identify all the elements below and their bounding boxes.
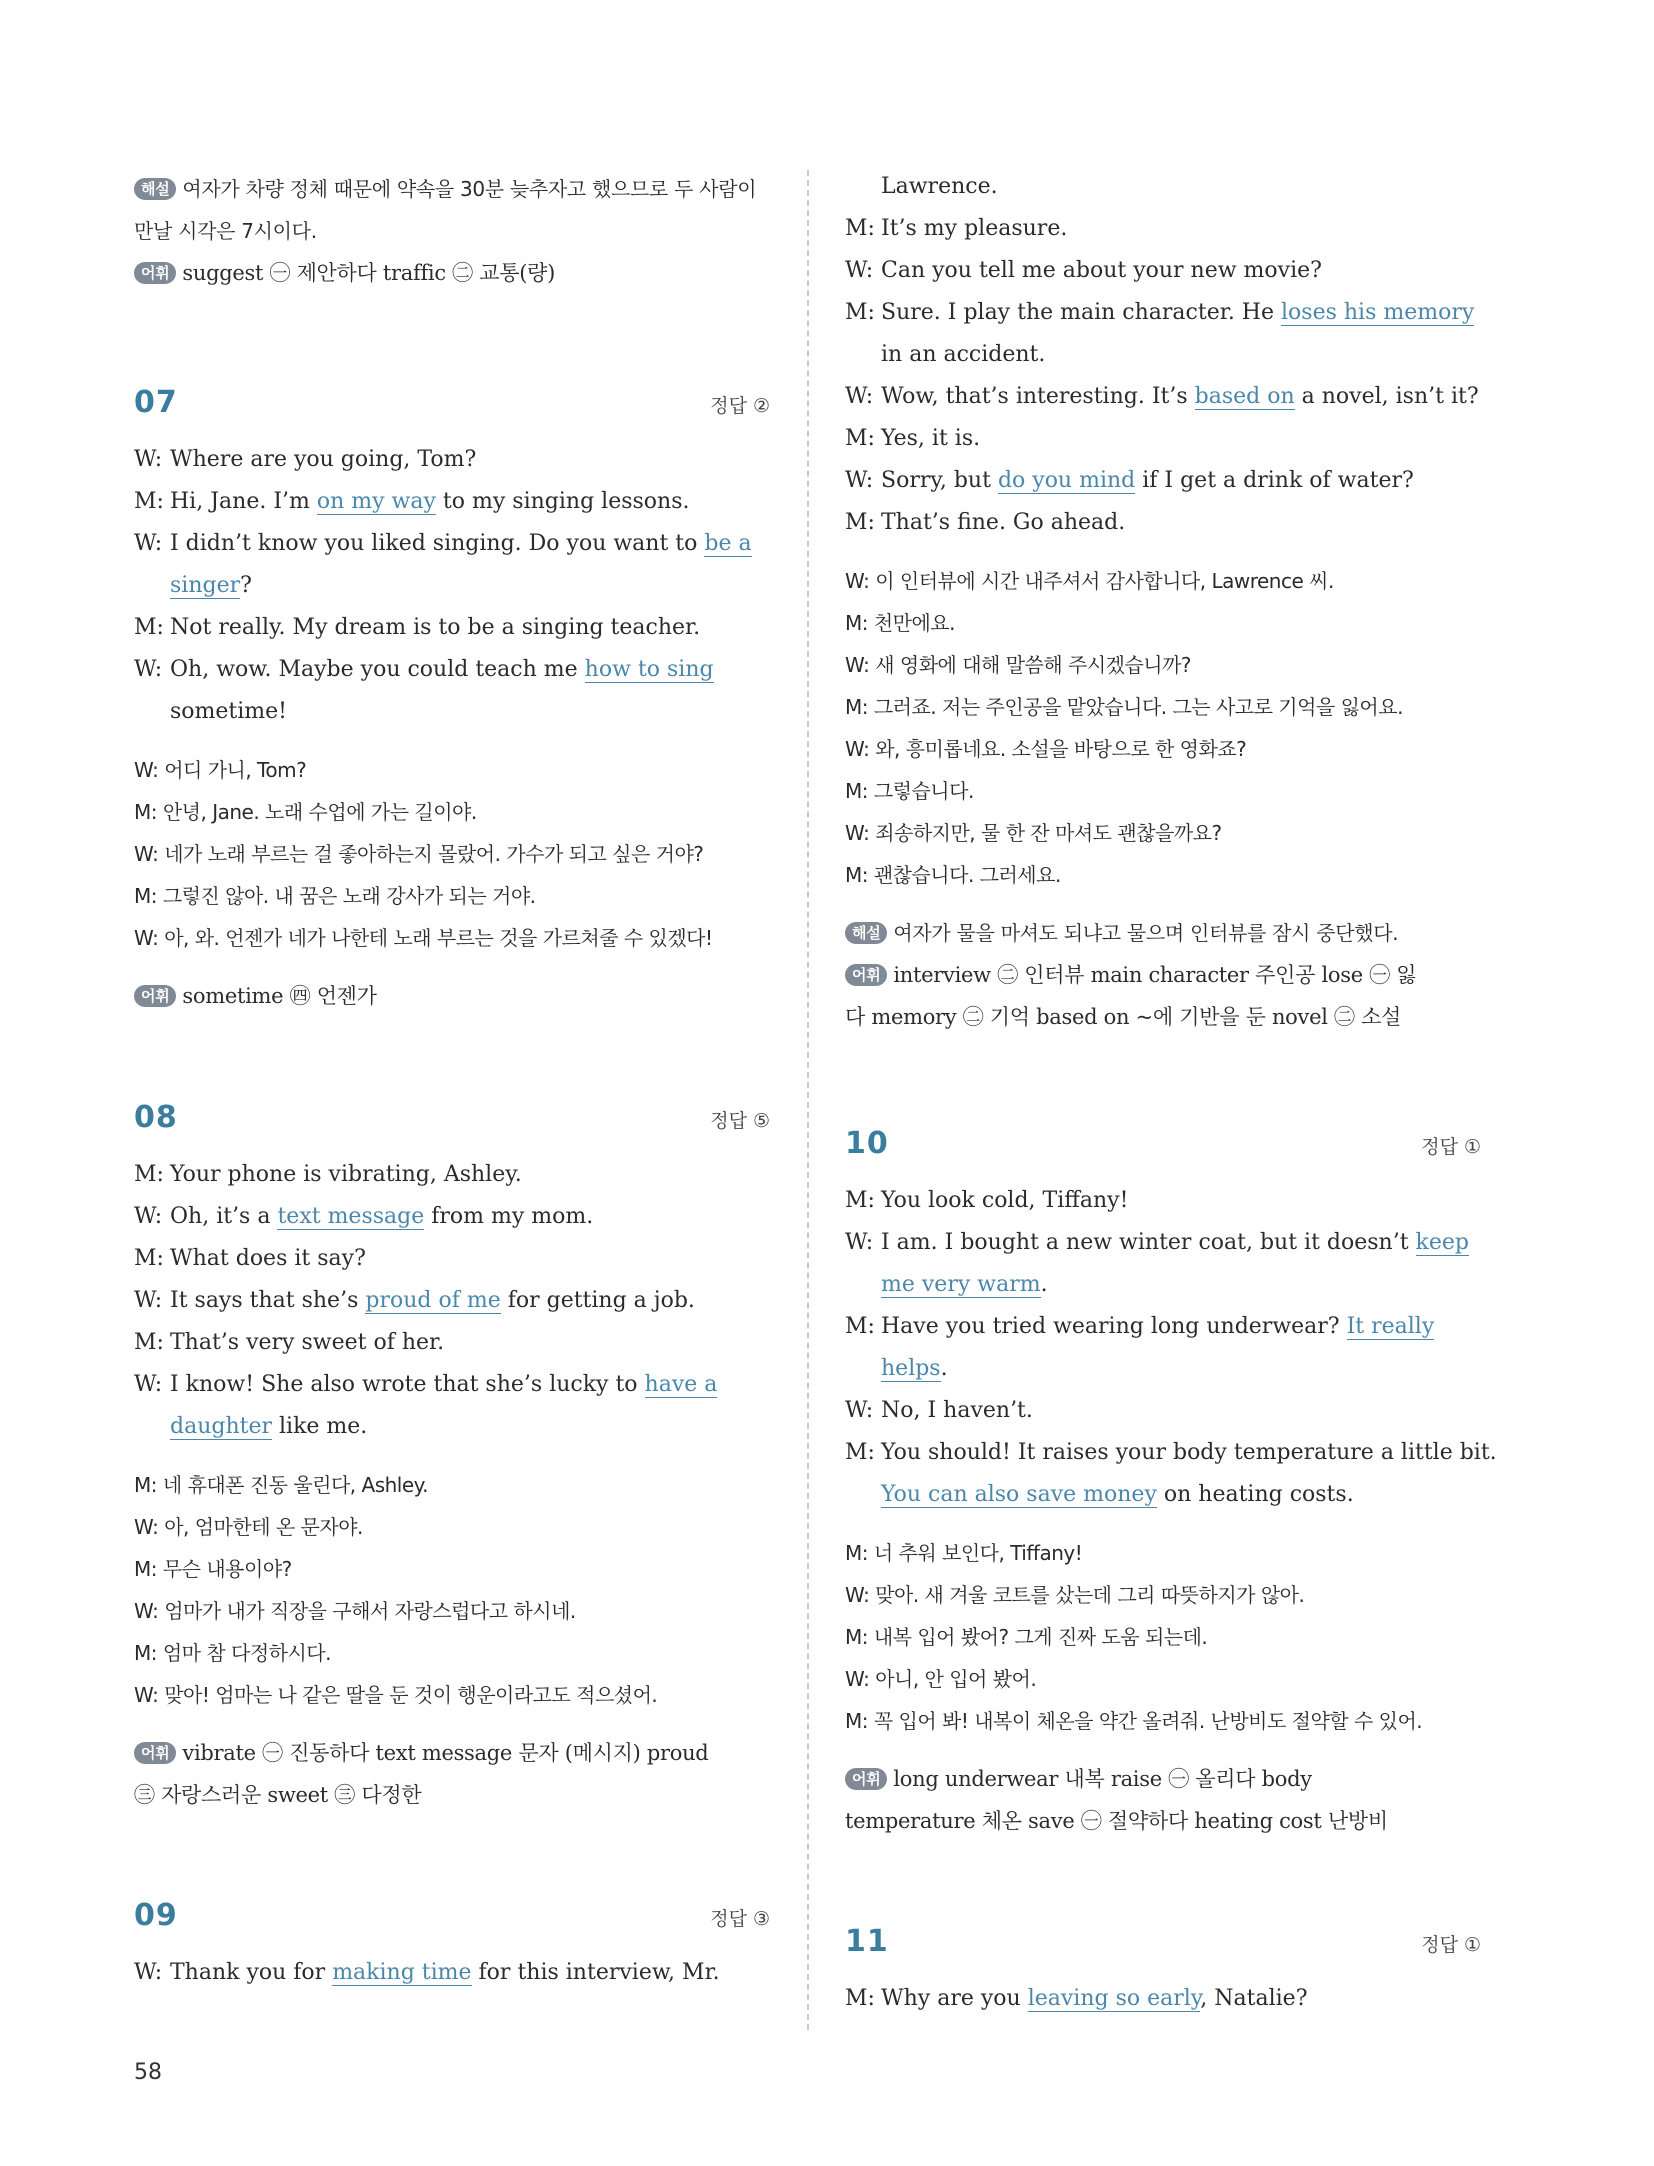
dialogue-line: [845, 1222, 1481, 1264]
question-number: 07: [134, 385, 178, 420]
answer-blank: making time: [332, 1960, 472, 1985]
answer-blank: text message: [277, 1204, 425, 1229]
dialogue-text: from my mom.: [424, 1204, 594, 1229]
dialogue-text: if I get a drink of water?: [1135, 468, 1414, 493]
translation-line: W: 아, 와. 언젠가 네가 나한테 노래 부르는 것을 가르쳐줄 수 있겠다!: [134, 926, 713, 950]
dialogue-line: [134, 1952, 770, 1994]
translation-line: W: 아, 엄마한테 온 문자야.: [134, 1515, 363, 1539]
dialogue-line: [845, 1978, 1481, 2020]
dialogue-line: [845, 460, 1481, 502]
dialogue-line: [134, 1364, 770, 1406]
dialogue-line: [134, 607, 770, 649]
question-header: [845, 1126, 1481, 1180]
speaker: M:: [845, 1440, 875, 1465]
dialogue-line-cont: [134, 565, 770, 607]
answer-blank: do you mind: [997, 468, 1136, 493]
speaker: M:: [845, 1314, 875, 1339]
speaker: M:: [134, 1246, 164, 1271]
dialogue-text: ?: [240, 573, 252, 598]
vocab-badge: 어휘: [845, 1768, 887, 1790]
vocab-line: [845, 1758, 1481, 1800]
vocab-line-2: [845, 1800, 1481, 1842]
answer-blank: proud of me: [365, 1288, 501, 1313]
explanation-line: [845, 912, 1481, 954]
dialogue-text: Not really. My dream is to be a singing teacher.: [170, 615, 701, 640]
dialogue-text: Your phone is vibrating, Ashley.: [170, 1162, 522, 1187]
dialogue-text: What does it say?: [170, 1246, 366, 1271]
vocab-badge: 어휘: [134, 1742, 176, 1764]
translation-line: M: 엄마 참 다정하시다.: [134, 1641, 331, 1665]
answer-blank: loses his memory: [1281, 300, 1475, 325]
translation-line: M: 꼭 입어 봐! 내복이 체온을 약간 올려줘. 난방비도 절약할 수 있어.: [845, 1709, 1423, 1733]
question-09-continued: [845, 166, 1481, 1038]
vocab-text: long underwear 내복 raise ㊀ 올리다 body: [893, 1767, 1312, 1791]
answer-blank: me very warm: [881, 1272, 1041, 1297]
question-11: [845, 1924, 1481, 2020]
answer-label: 정답 ①: [1421, 1136, 1481, 1158]
dialogue-text: .: [940, 1356, 948, 1381]
translation-line: W: 네가 노래 부르는 걸 좋아하는지 몰랐어. 가수가 되고 싶은 거야?: [134, 842, 704, 866]
answer-blank: You can also save money: [881, 1482, 1157, 1507]
vocab-text: temperature 체온 save ㊀ 절약하다 heating cost 난방비: [845, 1809, 1388, 1833]
question-09: [134, 1898, 770, 1994]
dialogue-text: Why are you: [881, 1986, 1028, 2011]
answer-blank: singer: [170, 573, 241, 598]
explanation-line-2: 만날 시각은 7시이다.: [134, 219, 317, 243]
vocab-line: [845, 954, 1481, 996]
answer-label: 정답 ⑤: [710, 1110, 770, 1132]
vocab-text: ㊂ 자랑스러운 sweet ㊂ 다정한: [134, 1783, 422, 1807]
vocab-line-2: [845, 996, 1481, 1038]
vocab-line: [134, 975, 770, 1017]
question-header: [845, 1924, 1481, 1978]
dialogue-text: .: [1040, 1272, 1048, 1297]
dialogue-line: [845, 1180, 1481, 1222]
dialogue-text: for getting a job.: [500, 1288, 695, 1313]
answer-blank: It really: [1346, 1314, 1435, 1339]
dialogue-line: [134, 523, 770, 565]
speaker: M:: [845, 1986, 875, 2011]
explanation-badge: 해설: [845, 922, 887, 944]
answer-label: 정답 ②: [710, 395, 770, 417]
dialogue-text: Yes, it is.: [881, 426, 981, 451]
translation-line: M: 괜찮습니다. 그러세요.: [845, 863, 1061, 887]
answer-blank: daughter: [170, 1414, 272, 1439]
speaker: M:: [845, 300, 875, 325]
vocab-text: interview ㊁ 인터뷰 main character 주인공 lose ㊀ 잃: [893, 963, 1417, 987]
speaker: W:: [134, 657, 163, 682]
speaker: W:: [845, 1230, 874, 1255]
dialogue-text: Sure. I play the main character. He: [881, 300, 1282, 325]
translation-line: W: 와, 흥미롭네요. 소설을 바탕으로 한 영화죠?: [845, 737, 1247, 761]
translation-line: W: 어디 가니, Tom?: [134, 758, 307, 782]
speaker: W:: [134, 1288, 163, 1313]
vocab-badge: 어휘: [845, 964, 887, 986]
dialogue-line: [134, 1196, 770, 1238]
speaker: W:: [134, 531, 163, 556]
dialogue-line-cont: [845, 1264, 1481, 1306]
explanation-badge: 해설: [134, 178, 176, 200]
dialogue-line: [845, 1432, 1497, 1474]
dialogue-text: Hi, Jane. I’m: [170, 489, 317, 514]
vocab-badge: 어휘: [134, 985, 176, 1007]
translation-line: M: 무슨 내용이야?: [134, 1557, 292, 1581]
dialogue-text: It says that she’s: [170, 1288, 366, 1313]
question-10: [845, 1126, 1497, 1842]
speaker: M:: [845, 216, 875, 241]
question-07: [134, 385, 770, 1017]
vocab-line: [134, 1732, 770, 1774]
translation-line: W: 엄마가 내가 직장을 구해서 자랑스럽다고 하시네.: [134, 1599, 576, 1623]
translation-line: M: 그러죠. 저는 주인공을 맡았습니다. 그는 사고로 기억을 잃어요.: [845, 695, 1403, 719]
dialogue-line: [134, 439, 770, 481]
speaker: M:: [845, 1188, 875, 1213]
question-header: [134, 1898, 770, 1952]
dialogue-text: Can you tell me about your new movie?: [881, 258, 1322, 283]
dialogue-line-cont: sometime!: [170, 699, 288, 724]
dialogue-line: [845, 1390, 1481, 1432]
translation-line: W: 이 인터뷰에 시간 내주셔서 감사합니다, Lawrence 씨.: [845, 569, 1334, 593]
dialogue-text: It’s my pleasure.: [881, 216, 1068, 241]
vocab-text: vibrate ㊀ 진동하다 text message 문자 (메시지) proud: [182, 1741, 709, 1765]
answer-blank: on my way: [316, 489, 436, 514]
dialogue-line-cont: [845, 1474, 1481, 1516]
dialogue-text: Where are you going, Tom?: [170, 447, 477, 472]
speaker: W:: [134, 1204, 163, 1229]
dialogue-line: [134, 1280, 770, 1322]
question-08: [134, 1100, 770, 1816]
translation-line: W: 아니, 안 입어 봤어.: [845, 1667, 1037, 1691]
question-number: 10: [845, 1126, 889, 1161]
question-number: 11: [845, 1924, 889, 1959]
translation-line: W: 새 영화에 대해 말씀해 주시겠습니까?: [845, 653, 1192, 677]
dialogue-text: for this interview, Mr.: [471, 1960, 720, 1985]
vocab-text: 다 memory ㊁ 기억 based on ~에 기반을 둔 novel ㊁ 소설: [845, 1005, 1402, 1029]
dialogue-line: [845, 418, 1481, 460]
dialogue-text: to my singing lessons.: [435, 489, 690, 514]
translation-line: M: 너 추워 보인다, Tiffany!: [845, 1541, 1083, 1565]
translation-line: W: 죄송하지만, 물 한 잔 마셔도 괜찮을까요?: [845, 821, 1222, 845]
dialogue-text: Have you tried wearing long underwear?: [881, 1314, 1347, 1339]
answer-blank: keep: [1415, 1230, 1469, 1255]
dialogue-line: [134, 481, 770, 523]
answer-blank: based on: [1194, 384, 1295, 409]
vocab-text: sometime ㊃ 언젠가: [182, 984, 377, 1008]
dialogue-text: , Natalie?: [1200, 1986, 1308, 2011]
translation-line: M: 안녕, Jane. 노래 수업에 가는 길이야.: [134, 800, 477, 824]
page-number: 58: [134, 2060, 162, 2085]
speaker: W:: [845, 468, 874, 493]
dialogue-text: Wow, that’s interesting. It’s: [881, 384, 1195, 409]
vocab-text: suggest ㊀ 제안하다 traffic ㊁ 교통(량): [182, 261, 556, 285]
speaker: W:: [845, 384, 874, 409]
answer-blank: how to sing: [584, 657, 714, 682]
speaker: W:: [845, 1398, 874, 1423]
dialogue-line: [134, 1154, 770, 1196]
speaker: W:: [845, 258, 874, 283]
dialogue-text: Thank you for: [170, 1960, 333, 1985]
dialogue-text: You should! It raises your body temperature a little bit.: [881, 1440, 1497, 1465]
question-number: 08: [134, 1100, 178, 1135]
dialogue-line: [845, 208, 1481, 250]
dialogue-line: [845, 1306, 1481, 1348]
translation-line: M: 내복 입어 봤어? 그게 진짜 도움 되는데.: [845, 1625, 1208, 1649]
dialogue-line: [845, 250, 1481, 292]
dialogue-line: [134, 1238, 770, 1280]
dialogue-text: No, I haven’t.: [881, 1398, 1033, 1423]
answer-label: 정답 ③: [710, 1908, 770, 1930]
dialogue-text: I didn’t know you liked singing. Do you want to: [170, 531, 705, 556]
dialogue-line: [134, 649, 770, 691]
speaker: M:: [134, 615, 164, 640]
dialogue-line-cont: in an accident.: [881, 342, 1046, 367]
dialogue-text: Sorry, but: [881, 468, 998, 493]
vocab-line: [134, 252, 770, 294]
translation-line: M: 그렇습니다.: [845, 779, 974, 803]
vocab-line-2: [134, 1774, 770, 1816]
speaker: W:: [134, 447, 163, 472]
dialogue-text: Oh, wow. Maybe you could teach me: [170, 657, 585, 682]
translation-line: M: 네 휴대폰 진동 울린다, Ashley.: [134, 1473, 428, 1497]
dialogue-line-cont: [845, 1348, 1481, 1390]
dialogue-text: You look cold, Tiffany!: [881, 1188, 1129, 1213]
speaker: W:: [134, 1372, 163, 1397]
dialogue-text: a novel, isn’t it?: [1294, 384, 1479, 409]
dialogue-line: [134, 1322, 770, 1364]
question-number: 09: [134, 1898, 178, 1933]
dialogue-text: That’s fine. Go ahead.: [881, 510, 1126, 535]
speaker: M:: [845, 510, 875, 535]
dialogue-line-cont: [134, 1406, 770, 1448]
answer-blank: be a: [704, 531, 752, 556]
answer-blank: helps: [881, 1356, 941, 1381]
speaker: M:: [134, 1162, 164, 1187]
dialogue-line: [845, 376, 1481, 418]
speaker: M:: [845, 426, 875, 451]
translation-line: M: 천만에요.: [845, 611, 955, 635]
speaker: W:: [134, 1960, 163, 1985]
explanation-text: 여자가 차량 정체 때문에 약속을 30분 늦추자고 했으므로 두 사람이: [182, 177, 757, 201]
question-header: [134, 385, 770, 439]
column-divider: [807, 170, 809, 2030]
dialogue-text: Oh, it’s a: [170, 1204, 278, 1229]
dialogue-text: on heating costs.: [1156, 1482, 1354, 1507]
dialogue-text: I know! She also wrote that she’s lucky to: [170, 1372, 645, 1397]
translation-line: W: 맞아! 엄마는 나 같은 딸을 둔 것이 행운이라고도 적으셨어.: [134, 1683, 658, 1707]
speaker: M:: [134, 1330, 164, 1355]
answer-blank: leaving so early: [1027, 1986, 1201, 2011]
dialogue-line: [845, 502, 1481, 544]
question-header: [134, 1100, 770, 1154]
answer-blank: have a: [644, 1372, 718, 1397]
dialogue-text: I am. I bought a new winter coat, but it doesn’t: [881, 1230, 1416, 1255]
dialogue-text: like me.: [272, 1414, 368, 1439]
explanation-text: 여자가 물을 마셔도 되냐고 물으며 인터뷰를 잠시 중단했다.: [893, 921, 1399, 945]
dialogue-line: [845, 292, 1481, 334]
vocab-badge: 어휘: [134, 262, 176, 284]
translation-line: W: 맞아. 새 겨울 코트를 샀는데 그리 따뜻하지가 않아.: [845, 1583, 1305, 1607]
q06-notes: [134, 168, 770, 294]
explanation-line: [134, 168, 770, 210]
translation-line: M: 그렇진 않아. 내 꿈은 노래 강사가 되는 거야.: [134, 884, 536, 908]
dialogue-line-cont: Lawrence.: [881, 174, 998, 199]
speaker: M:: [134, 489, 164, 514]
answer-label: 정답 ①: [1421, 1934, 1481, 1956]
dialogue-text: That’s very sweet of her.: [170, 1330, 445, 1355]
